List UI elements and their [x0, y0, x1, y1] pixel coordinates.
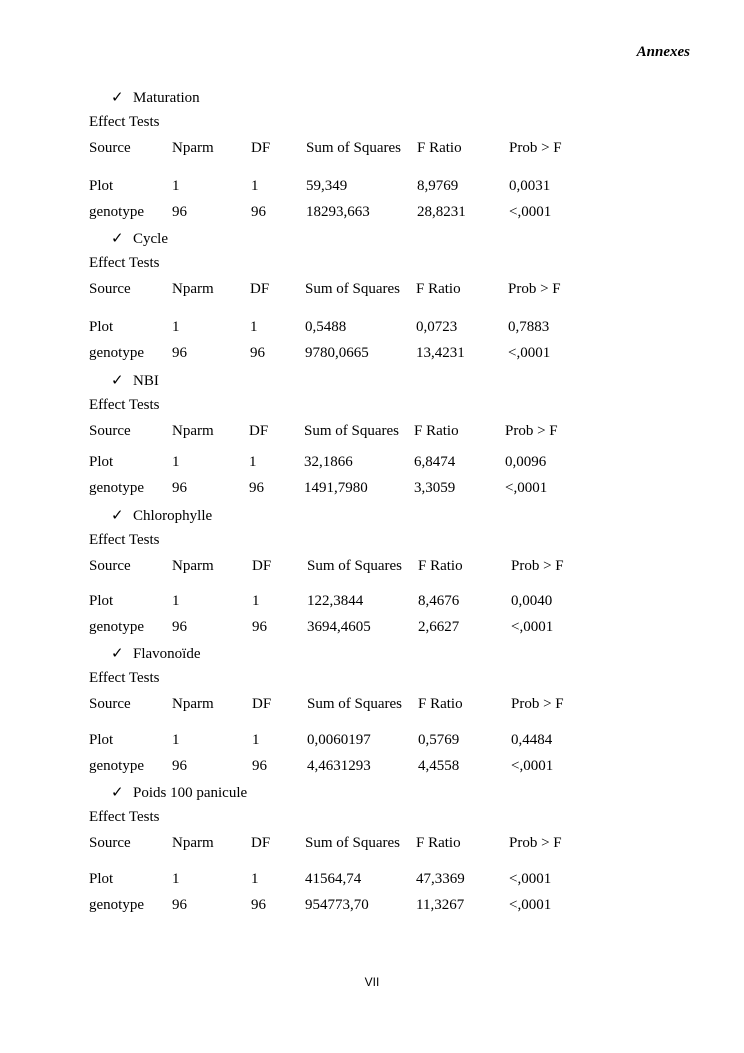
- cell-sum-of-squares: 122,3844: [307, 593, 364, 609]
- section-heading: [111, 644, 201, 663]
- check-icon: ✓: [111, 373, 124, 389]
- cell-nparm: 96: [172, 204, 187, 220]
- column-header-nparm: Nparm: [172, 558, 214, 574]
- section-title: Maturation: [133, 90, 200, 106]
- column-header-sum-of-squares: Sum of Squares: [306, 140, 401, 156]
- table-header-row: [0, 558, 744, 578]
- column-header-prob-f: Prob > F: [511, 558, 564, 574]
- column-header-nparm: Nparm: [172, 140, 214, 156]
- column-header-sum-of-squares: Sum of Squares: [307, 696, 402, 712]
- cell-sum-of-squares: 954773,70: [305, 897, 369, 913]
- cell-f-ratio: 8,4676: [418, 593, 460, 609]
- cell-f-ratio: 3,3059: [414, 480, 456, 496]
- section-title: NBI: [133, 373, 159, 389]
- section-heading: [111, 88, 200, 107]
- column-header-source: Source: [89, 835, 131, 851]
- cell-df: 96: [251, 897, 266, 913]
- table-row: [0, 454, 744, 474]
- cell-df: 1: [250, 319, 258, 335]
- section-title: Chlorophylle: [133, 508, 213, 524]
- check-icon: ✓: [111, 90, 124, 106]
- column-header-df: DF: [249, 423, 269, 439]
- cell-df: 1: [249, 454, 257, 470]
- table-row: [0, 732, 744, 752]
- cell-nparm: 96: [172, 619, 187, 635]
- cell-source: genotype: [89, 204, 144, 220]
- column-header-sum-of-squares: Sum of Squares: [305, 281, 400, 297]
- cell-df: 1: [252, 593, 260, 609]
- column-header-df: DF: [251, 140, 271, 156]
- column-header-nparm: Nparm: [172, 281, 214, 297]
- table-row: [0, 204, 744, 224]
- cell-prob-f: <,0001: [511, 758, 554, 774]
- table-row: [0, 319, 744, 339]
- cell-nparm: 96: [172, 345, 187, 361]
- cell-source: genotype: [89, 480, 144, 496]
- cell-df: 96: [251, 204, 266, 220]
- cell-source: Plot: [89, 178, 114, 194]
- cell-source: genotype: [89, 758, 144, 774]
- cell-nparm: 96: [172, 758, 187, 774]
- cell-prob-f: <,0001: [509, 897, 552, 913]
- cell-f-ratio: 13,4231: [416, 345, 465, 361]
- table-row: [0, 897, 744, 917]
- cell-sum-of-squares: 41564,74: [305, 871, 362, 887]
- page-number: VII: [364, 975, 380, 989]
- cell-source: Plot: [89, 593, 114, 609]
- cell-f-ratio: 0,5769: [418, 732, 460, 748]
- cell-prob-f: 0,0040: [511, 593, 553, 609]
- cell-df: 96: [252, 758, 267, 774]
- cell-prob-f: <,0001: [508, 345, 551, 361]
- cell-f-ratio: 47,3369: [416, 871, 465, 887]
- column-header-nparm: Nparm: [172, 835, 214, 851]
- cell-f-ratio: 8,9769: [417, 178, 459, 194]
- cell-df: 1: [252, 732, 260, 748]
- column-header-source: Source: [89, 281, 131, 297]
- cell-df: 1: [251, 871, 259, 887]
- column-header-f-ratio: F Ratio: [416, 281, 461, 297]
- cell-source: genotype: [89, 897, 144, 913]
- section-title: Cycle: [133, 231, 168, 247]
- column-header-source: Source: [89, 558, 131, 574]
- cell-f-ratio: 11,3267: [416, 897, 465, 913]
- cell-nparm: 96: [172, 897, 187, 913]
- cell-source: Plot: [89, 871, 114, 887]
- column-header-df: DF: [251, 835, 271, 851]
- cell-source: Plot: [89, 732, 114, 748]
- column-header-df: DF: [250, 281, 270, 297]
- section-title: Poids 100 panicule: [133, 785, 248, 801]
- cell-source: genotype: [89, 619, 144, 635]
- check-icon: ✓: [111, 646, 124, 662]
- cell-nparm: 96: [172, 480, 187, 496]
- table-header-row: [0, 140, 744, 160]
- column-header-prob-f: Prob > F: [508, 281, 561, 297]
- check-icon: ✓: [111, 231, 124, 247]
- column-header-f-ratio: F Ratio: [416, 835, 461, 851]
- table-row: [0, 593, 744, 613]
- cell-sum-of-squares: 0,0060197: [307, 732, 371, 748]
- column-header-f-ratio: F Ratio: [418, 696, 463, 712]
- cell-prob-f: <,0001: [505, 480, 548, 496]
- check-icon: ✓: [111, 508, 124, 524]
- section-title: Flavonoïde: [133, 646, 201, 662]
- check-icon: ✓: [111, 785, 124, 801]
- column-header-df: DF: [252, 558, 272, 574]
- effect-tests-label: Effect Tests: [89, 532, 160, 548]
- column-header-source: Source: [89, 423, 131, 439]
- cell-source: genotype: [89, 345, 144, 361]
- page-header-title: Annexes: [636, 44, 690, 60]
- cell-df: 1: [251, 178, 259, 194]
- cell-nparm: 1: [172, 732, 180, 748]
- table-row: [0, 345, 744, 365]
- cell-sum-of-squares: 0,5488: [305, 319, 347, 335]
- cell-f-ratio: 6,8474: [414, 454, 456, 470]
- section-heading: [111, 506, 212, 525]
- cell-prob-f: 0,0031: [509, 178, 551, 194]
- cell-f-ratio: 4,4558: [418, 758, 460, 774]
- table-row: [0, 619, 744, 639]
- table-header-row: [0, 696, 744, 716]
- table-row: [0, 758, 744, 778]
- section-heading: [111, 229, 168, 248]
- cell-prob-f: 0,4484: [511, 732, 553, 748]
- column-header-sum-of-squares: Sum of Squares: [305, 835, 400, 851]
- cell-df: 96: [249, 480, 264, 496]
- cell-source: Plot: [89, 319, 114, 335]
- column-header-prob-f: Prob > F: [505, 423, 558, 439]
- cell-df: 96: [250, 345, 265, 361]
- column-header-df: DF: [252, 696, 272, 712]
- column-header-nparm: Nparm: [172, 696, 214, 712]
- effect-tests-label: Effect Tests: [89, 809, 160, 825]
- table-row: [0, 480, 744, 500]
- cell-sum-of-squares: 3694,4605: [307, 619, 371, 635]
- cell-nparm: 1: [172, 319, 180, 335]
- table-header-row: [0, 281, 744, 301]
- cell-prob-f: <,0001: [509, 204, 552, 220]
- column-header-prob-f: Prob > F: [509, 835, 562, 851]
- cell-sum-of-squares: 1491,7980: [304, 480, 368, 496]
- cell-f-ratio: 28,8231: [417, 204, 466, 220]
- cell-sum-of-squares: 4,4631293: [307, 758, 371, 774]
- cell-f-ratio: 0,0723: [416, 319, 458, 335]
- column-header-prob-f: Prob > F: [511, 696, 564, 712]
- section-heading: [111, 371, 159, 390]
- column-header-source: Source: [89, 140, 131, 156]
- cell-f-ratio: 2,6627: [418, 619, 460, 635]
- section-heading: [111, 783, 247, 802]
- cell-nparm: 1: [172, 178, 180, 194]
- effect-tests-label: Effect Tests: [89, 255, 160, 271]
- cell-df: 96: [252, 619, 267, 635]
- column-header-source: Source: [89, 696, 131, 712]
- cell-prob-f: 0,7883: [508, 319, 550, 335]
- cell-source: Plot: [89, 454, 114, 470]
- cell-prob-f: <,0001: [511, 619, 554, 635]
- cell-sum-of-squares: 9780,0665: [305, 345, 369, 361]
- table-row: [0, 178, 744, 198]
- column-header-sum-of-squares: Sum of Squares: [304, 423, 399, 439]
- cell-nparm: 1: [172, 593, 180, 609]
- effect-tests-label: Effect Tests: [89, 114, 160, 130]
- cell-sum-of-squares: 18293,663: [306, 204, 370, 220]
- cell-prob-f: <,0001: [509, 871, 552, 887]
- cell-sum-of-squares: 32,1866: [304, 454, 353, 470]
- cell-nparm: 1: [172, 454, 180, 470]
- column-header-nparm: Nparm: [172, 423, 214, 439]
- column-header-f-ratio: F Ratio: [414, 423, 459, 439]
- table-header-row: [0, 835, 744, 855]
- column-header-prob-f: Prob > F: [509, 140, 562, 156]
- cell-sum-of-squares: 59,349: [306, 178, 348, 194]
- column-header-f-ratio: F Ratio: [417, 140, 462, 156]
- column-header-f-ratio: F Ratio: [418, 558, 463, 574]
- effect-tests-label: Effect Tests: [89, 397, 160, 413]
- column-header-sum-of-squares: Sum of Squares: [307, 558, 402, 574]
- table-header-row: [0, 423, 744, 443]
- effect-tests-label: Effect Tests: [89, 670, 160, 686]
- cell-nparm: 1: [172, 871, 180, 887]
- cell-prob-f: 0,0096: [505, 454, 547, 470]
- table-row: [0, 871, 744, 891]
